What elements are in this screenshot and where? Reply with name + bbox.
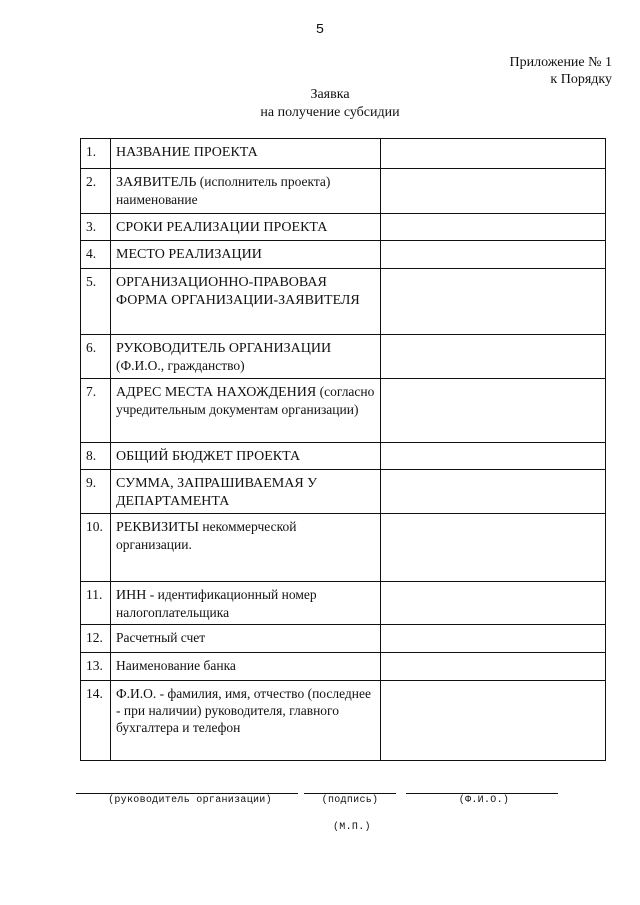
row-label-main: ИНН (116, 588, 147, 603)
table-row (81, 514, 606, 582)
appendix-order: к Порядку (550, 72, 612, 87)
head-caption: (руководитель организации) (108, 795, 272, 806)
row-label (111, 269, 381, 335)
head-signature-line (76, 793, 298, 794)
row-value-field[interactable] (381, 269, 606, 335)
row-value-field[interactable] (381, 169, 606, 214)
row-label-main: НАЗВАНИЕ ПРОЕКТА (116, 145, 258, 160)
row-number: 11. (81, 582, 111, 625)
row-value-field[interactable] (381, 335, 606, 379)
document-title (10, 86, 640, 122)
row-value-field[interactable] (381, 443, 606, 470)
table-row (81, 269, 606, 335)
table-row (81, 470, 606, 514)
row-label (111, 169, 381, 214)
title-main: Заявка (310, 87, 350, 102)
row-label-main: РЕКВИЗИТЫ (116, 520, 200, 535)
row-number: 12. (81, 625, 111, 653)
row-value-field[interactable] (381, 514, 606, 582)
table-row (81, 335, 606, 379)
row-label (111, 470, 381, 514)
row-value-field[interactable] (381, 214, 606, 241)
row-number: 13. (81, 653, 111, 681)
row-label-extra: некоммерческой организации. (116, 519, 297, 552)
row-label (111, 241, 381, 269)
table-row (81, 625, 606, 653)
row-label (111, 379, 381, 443)
row-label-main: РУКОВОДИТЕЛЬ ОРГАНИЗАЦИИ (116, 341, 332, 356)
row-label-extra: - идентификационный номер налогоплательщика (116, 587, 317, 620)
row-number: 5. (81, 269, 111, 335)
row-label-main: СУММА, ЗАПРАШИВАЕМАЯ У ДЕПАРТАМЕНТА (116, 476, 318, 509)
row-label (111, 653, 381, 681)
row-label (111, 335, 381, 379)
row-number: 14. (81, 681, 111, 761)
row-number: 7. (81, 379, 111, 443)
row-label (111, 139, 381, 169)
row-label-extra: (Ф.И.О., гражданство) (116, 358, 245, 373)
table-row (81, 169, 606, 214)
stamp-caption: (М.П.) (333, 822, 371, 833)
row-label-main: МЕСТО РЕАЛИЗАЦИИ (116, 247, 262, 262)
table-row (81, 653, 606, 681)
page-number: 5 (315, 22, 325, 38)
signature-line (304, 793, 396, 794)
row-label-extra: (согласно учредительным документам организации) (116, 384, 375, 417)
row-label (111, 514, 381, 582)
row-number: 8. (81, 443, 111, 470)
row-number: 6. (81, 335, 111, 379)
row-label-main: ОРГАНИЗАЦИОННО-ПРАВОВАЯ ФОРМА ОРГАНИЗАЦИИ-ЗАЯВИТЕЛЯ (116, 275, 360, 308)
row-label (111, 214, 381, 241)
appendix-number: Приложение № 1 (509, 55, 612, 70)
row-value-field[interactable] (381, 653, 606, 681)
table-row (81, 582, 606, 625)
row-label-main: Наименование банка (116, 658, 236, 673)
row-value-field[interactable] (381, 139, 606, 169)
table-row (81, 139, 606, 169)
row-value-field[interactable] (381, 379, 606, 443)
row-value-field[interactable] (381, 241, 606, 269)
row-number: 9. (81, 470, 111, 514)
row-label (111, 681, 381, 761)
row-label-main: АДРЕС МЕСТА НАХОЖДЕНИЯ (116, 385, 317, 400)
row-number: 4. (81, 241, 111, 269)
row-value-field[interactable] (381, 470, 606, 514)
application-form-table (80, 138, 606, 761)
row-label-extra: (исполнитель проекта) наименование (116, 174, 331, 207)
table-row (81, 681, 606, 761)
row-label (111, 582, 381, 625)
row-label-main: ОБЩИЙ БЮДЖЕТ ПРОЕКТА (116, 449, 301, 464)
row-label (111, 625, 381, 653)
table-row (81, 241, 606, 269)
row-label-main: ЗАЯВИТЕЛЬ (116, 175, 197, 190)
appendix-reference (510, 54, 613, 88)
table-row (81, 379, 606, 443)
row-number: 3. (81, 214, 111, 241)
row-number: 10. (81, 514, 111, 582)
row-label-main: Ф.И.О. - фамилия, имя, отчество (последнее - при наличии) руководителя, главного бухгалтера и телефон (116, 686, 372, 735)
table-row (81, 443, 606, 470)
row-label (111, 443, 381, 470)
name-signature-line (406, 793, 558, 794)
row-value-field[interactable] (381, 625, 606, 653)
row-number: 1. (81, 139, 111, 169)
row-label-main: Расчетный счет (116, 630, 206, 645)
row-label-main: СРОКИ РЕАЛИЗАЦИИ ПРОЕКТА (116, 220, 328, 235)
row-number: 2. (81, 169, 111, 214)
title-subtitle: на получение субсидии (260, 105, 400, 120)
row-value-field[interactable] (381, 681, 606, 761)
name-caption: (Ф.И.О.) (458, 795, 510, 806)
table-row (81, 214, 606, 241)
row-value-field[interactable] (381, 582, 606, 625)
signature-caption: (подпись) (321, 795, 379, 806)
